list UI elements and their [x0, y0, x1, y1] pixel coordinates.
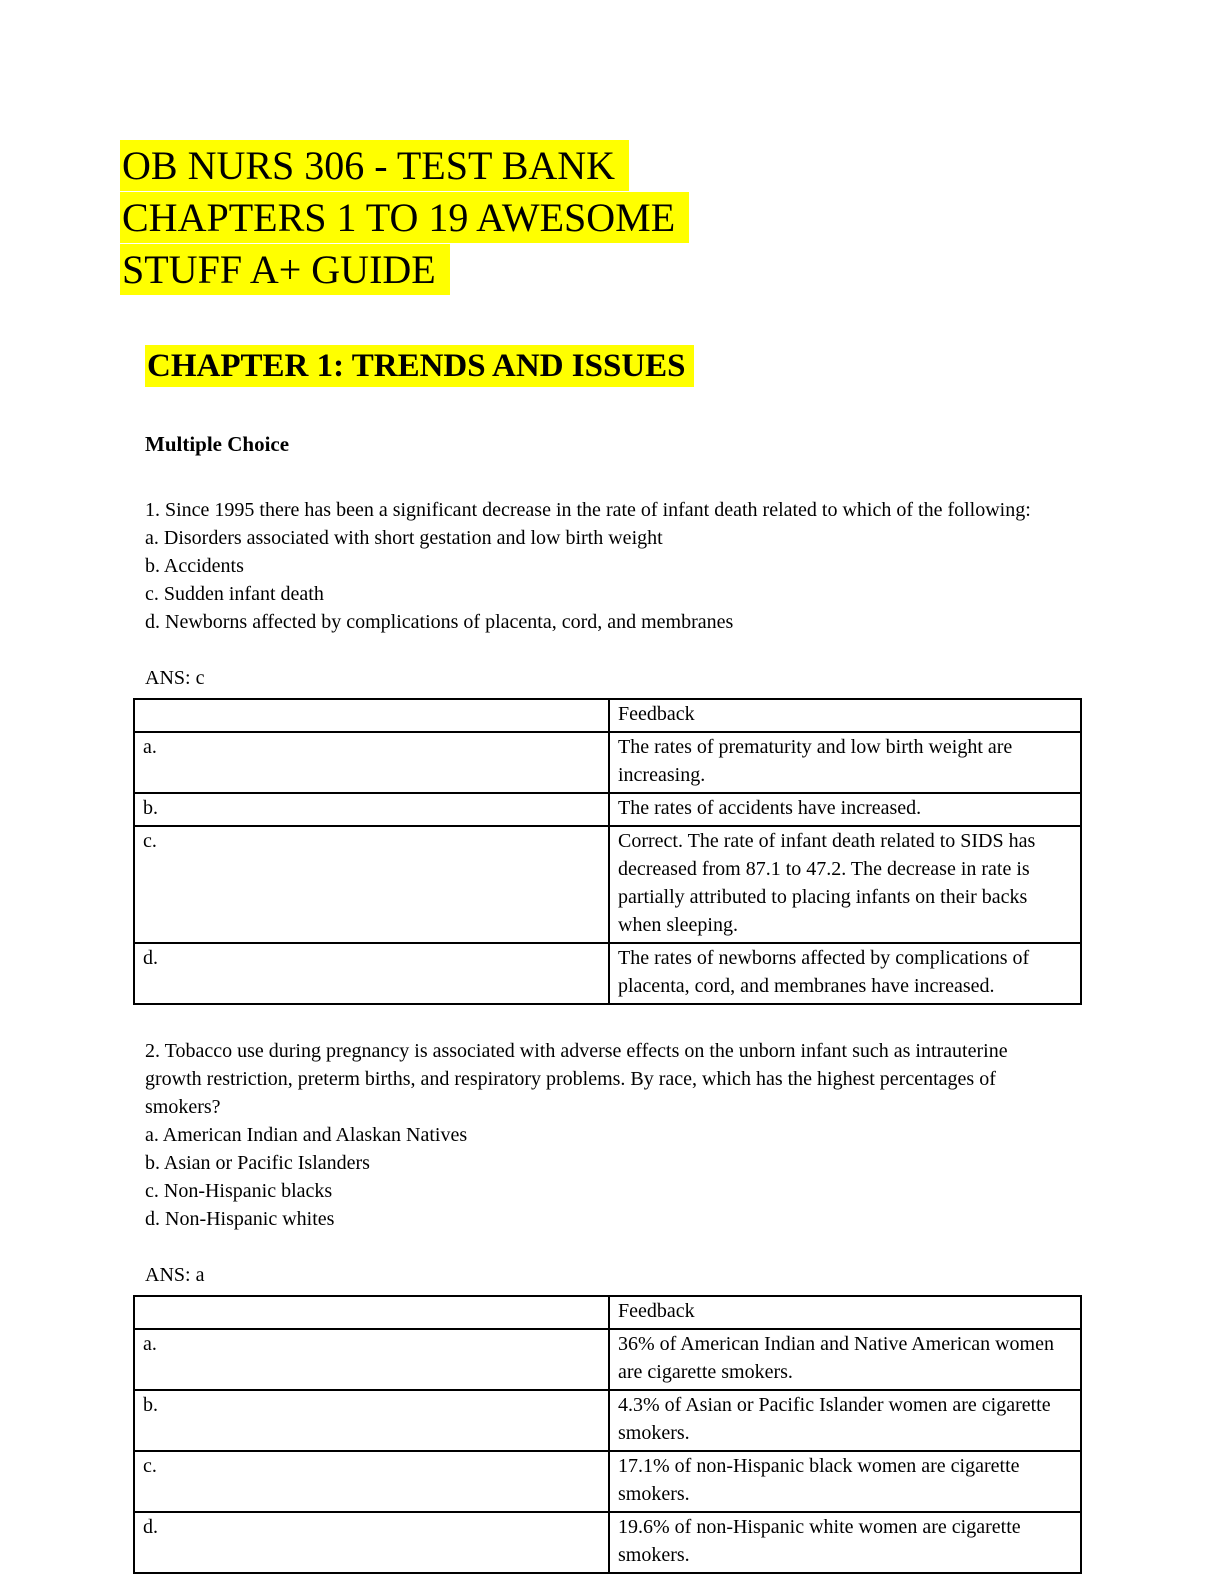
title-line-1: OB NURS 306 - TEST BANK: [120, 140, 629, 191]
answer-option-d: d. Newborns affected by complications of placenta, cord, and membranes: [145, 611, 734, 633]
option-label-cell: a.: [134, 1329, 609, 1390]
question-block-1: [145, 496, 1160, 1005]
table-row: [134, 943, 1081, 1004]
header-empty-cell: [134, 1296, 609, 1329]
answer-option-a: a. Disorders associated with short gestation and low birth weight: [145, 527, 663, 549]
answer-option-a: a. American Indian and Alaskan Natives: [145, 1124, 468, 1146]
chapter-heading: [145, 344, 1160, 388]
feedback-text-cell: 17.1% of non-Hispanic black women are cigarette smokers.: [609, 1451, 1081, 1512]
table-row: [134, 1329, 1081, 1390]
question-stem: 1. Since 1995 there has been a significant decrease in the rate of infant death related to which of the following:: [145, 499, 1031, 521]
table-header-row: [134, 1296, 1081, 1329]
table-row: [134, 1512, 1081, 1573]
option-label-cell: d.: [134, 943, 609, 1004]
feedback-text-cell: The rates of newborns affected by complications of placenta, cord, and membranes have increased.: [609, 943, 1081, 1004]
feedback-text-cell: 36% of American Indian and Native American women are cigarette smokers.: [609, 1329, 1081, 1390]
answer-option-c: c. Non-Hispanic blacks: [145, 1180, 333, 1202]
table-row: [134, 1390, 1081, 1451]
feedback-text-cell: The rates of accidents have increased.: [609, 793, 1081, 826]
option-label-cell: c.: [134, 1451, 609, 1512]
chapter-heading-text: CHAPTER 1: TRENDS AND ISSUES: [145, 345, 694, 387]
feedback-text-cell: Correct. The rate of infant death related to SIDS has decreased from 87.1 to 47.2. The decrease in rate is partially attributed to placing infants on their backs when sleeping.: [609, 826, 1081, 943]
answer-line: ANS: a: [145, 1264, 205, 1286]
answer-option-b: b. Accidents: [145, 555, 244, 577]
header-empty-cell: [134, 699, 609, 732]
feedback-table-1: [133, 698, 1082, 1005]
answer-line: ANS: c: [145, 667, 205, 689]
title-line-2: CHAPTERS 1 TO 19 AWESOME: [120, 192, 689, 243]
option-label-cell: d.: [134, 1512, 609, 1573]
feedback-text-cell: 19.6% of non-Hispanic white women are cigarette smokers.: [609, 1512, 1081, 1573]
option-label-cell: b.: [134, 793, 609, 826]
table-row: [134, 732, 1081, 793]
header-feedback-cell: Feedback: [609, 1296, 1081, 1329]
document-title: [120, 140, 1160, 296]
header-feedback-cell: Feedback: [609, 699, 1081, 732]
feedback-text-cell: 4.3% of Asian or Pacific Islander women are cigarette smokers.: [609, 1390, 1081, 1451]
option-label-cell: b.: [134, 1390, 609, 1451]
table-header-row: [134, 699, 1081, 732]
title-line-3: STUFF A+ GUIDE: [120, 244, 450, 295]
answer-option-b: b. Asian or Pacific Islanders: [145, 1152, 370, 1174]
table-row: [134, 826, 1081, 943]
option-label-cell: c.: [134, 826, 609, 943]
feedback-text-cell: The rates of prematurity and low birth weight are increasing.: [609, 732, 1081, 793]
table-row: [134, 793, 1081, 826]
question-stem: 2. Tobacco use during pregnancy is associated with adverse effects on the unborn infant such as intrauterine growth restriction, preterm births, and respiratory problems. By race, which has the highest percentages of smokers?: [145, 1040, 1008, 1118]
question-block-2: [145, 1037, 1160, 1574]
answer-option-c: c. Sudden infant death: [145, 583, 324, 605]
answer-option-d: d. Non-Hispanic whites: [145, 1208, 335, 1230]
feedback-table-2: [133, 1295, 1082, 1574]
section-heading: Multiple Choice: [145, 432, 290, 456]
table-row: [134, 1451, 1081, 1512]
option-label-cell: a.: [134, 732, 609, 793]
